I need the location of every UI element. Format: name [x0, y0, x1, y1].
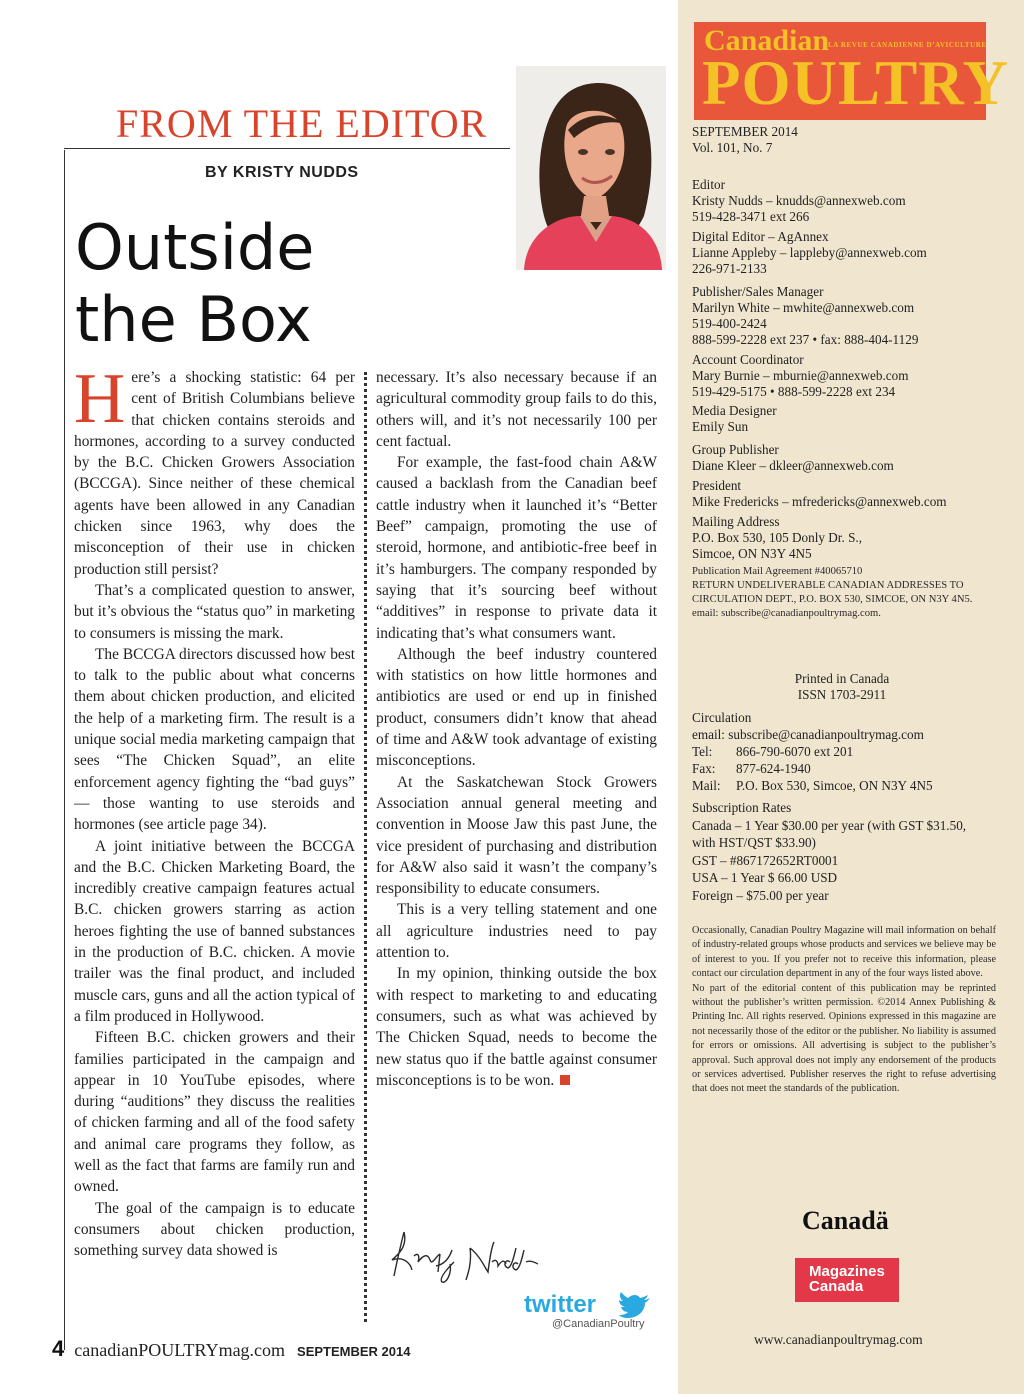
- frame-left-rule: [64, 150, 65, 1350]
- circ-email: email: subscribe@canadianpoultrymag.com: [692, 727, 924, 742]
- pub-mail-agreement: Publication Mail Agreement #40065710: [692, 566, 863, 577]
- role-title: Subscription Rates: [692, 800, 792, 815]
- fine-print-paragraph: No part of the editorial content of this publication may be reprinted without the publisher’s written permission. ©2014 Annex Publishing & Printing Inc. All rights reserved. Opinions expressed in this magazine are not necessarily those of the editor or the publisher. No liability is assumed for errors or omissions. All advertising is subject to the publisher’s approval. Such approval does not imply any endorsement of the products or services advertised. Publisher reserves the right to refuse advertising that does not meet the standards of the publication.: [692, 982, 996, 1095]
- issue-date: SEPTEMBER 2014: [692, 124, 798, 139]
- sub-hst: with HST/QST $33.90): [692, 835, 816, 850]
- section-title: FROM THE EDITOR: [116, 101, 488, 146]
- phone: 888-599-2228 ext 237 • fax: 888-404-1129: [692, 332, 919, 347]
- role-title: Mailing Address: [692, 514, 780, 529]
- fine-print: [692, 924, 996, 1097]
- staff-president: [692, 478, 947, 510]
- paragraph: Although the beef industry countered with statistics on how little hormones and antibiotics are used or end up in finished product, consumers didn’t know that ahead of time and A&W took advantage of existing misconceptions.: [376, 645, 657, 770]
- logo-poultry: POULTRY: [702, 48, 1010, 118]
- headline-line-1: Outside: [75, 211, 315, 284]
- publication-mail-notice: [692, 565, 992, 621]
- title-rule: [64, 148, 510, 149]
- role-title: Media Designer: [692, 403, 777, 418]
- drop-cap: H: [74, 360, 126, 438]
- logo-canadian: Canadian: [704, 24, 830, 57]
- contact: Marilyn White – mwhite@annexweb.com: [692, 300, 915, 315]
- staff-account-coordinator: [692, 352, 909, 400]
- address-line: P.O. Box 530, 105 Donly Dr. S.,: [692, 530, 862, 545]
- paragraph: The goal of the campaign is to educate consumers about chicken production, something survey data showed is: [74, 1199, 355, 1260]
- twitter-handle[interactable]: @CanadianPoultry: [552, 1318, 645, 1330]
- paragraph: Fifteen B.C. chicken growers and their families participated in the campaign and appear in 10 YouTube episodes, where during “auditions” they discuss the realities of chicken farming and all of the food safety and animal care programs they follow, as well as the fact that farms are family run and owned.: [74, 1029, 355, 1196]
- paragraph: necessary. It’s also necessary because if an agricultural commodity group fails to do this, others will, and it’s not necessarily 100 per cent factual.: [376, 369, 657, 450]
- paragraph: This is a very telling statement and one all agriculture industries need to pay attention to.: [376, 901, 657, 962]
- byline: BY KRISTY NUDDS: [205, 164, 359, 181]
- page-number: 4: [52, 1336, 65, 1361]
- print-info: [692, 671, 992, 703]
- phone: 519-400-2424: [692, 316, 767, 331]
- editor-portrait: [516, 66, 666, 270]
- page-footer: [52, 1336, 410, 1362]
- staff-media-designer: [692, 403, 777, 435]
- circ-mail: P.O. Box 530, Simcoe, ON N3Y 4N5: [736, 778, 933, 793]
- paragraph: That’s a complicated question to answer, but it’s obvious the “status quo” in marketing to consumers is missing the mark.: [74, 581, 355, 642]
- fine-print-paragraph: Occasionally, Canadian Poultry Magazine will mail information on behalf of industry-related groups whose products and services we believe may be of interest to you. If you prefer not to receive this information, please contact our circulation department in any of the four ways listed above.: [692, 925, 996, 980]
- role-title: Account Coordinator: [692, 352, 804, 367]
- twitter-wordmark: twitter: [524, 1291, 596, 1318]
- end-mark-icon: [560, 1075, 570, 1085]
- circ-fax: 877-624-1940: [736, 761, 811, 776]
- sub-canada: Canada – 1 Year $30.00 per year (with GST $31.50,: [692, 817, 967, 833]
- canada-wordmark: Canadä: [802, 1206, 889, 1235]
- magazines-canada-line-2: Canada: [809, 1278, 864, 1295]
- role-title: Group Publisher: [692, 442, 779, 457]
- role-title: Digital Editor – AgAnnex: [692, 229, 829, 244]
- phone: 519-428-3471 ext 266: [692, 209, 810, 224]
- contact: Emily Sun: [692, 419, 749, 434]
- footer-date: SEPTEMBER 2014: [297, 1344, 411, 1359]
- article-headline: [75, 212, 314, 356]
- sub-foreign: Foreign – $75.00 per year: [692, 887, 829, 903]
- role-title: Editor: [692, 177, 725, 192]
- twitter-bird-icon: [619, 1292, 650, 1318]
- circ-mail-label: Mail:: [692, 778, 721, 793]
- website-link[interactable]: www.canadianpoultrymag.com: [754, 1332, 923, 1347]
- issue-info: [692, 124, 798, 156]
- phone: 226-971-2133: [692, 261, 767, 276]
- paragraph: The BCCGA directors discussed how best to talk to the public about what concerns them about chicken production, and elicited the help of a marketing firm. The result is a unique social media marketing campaign that sees “The Chicken Squad”, an elite enforcement agency fighting the “bad guys” — those wanting to use steroids and hormones (see article page 34).: [74, 645, 355, 834]
- contact: Diane Kleer – dkleer@annexweb.com: [692, 458, 894, 473]
- contact: Mike Fredericks – mfredericks@annexweb.com: [692, 494, 947, 509]
- staff-group-publisher: [692, 442, 894, 474]
- paragraph: In my opinion, thinking outside the box with respect to marketing to and educating consumers, such as what was achieved by The Chicken Squad, needs to become the new status quo if the battle against consumer misconceptions is to be won.: [376, 965, 657, 1089]
- staff-editor: [692, 177, 906, 225]
- twitter-logo[interactable]: [524, 1288, 656, 1320]
- article-column-2: [376, 367, 657, 1091]
- issn: ISSN 1703-2911: [797, 687, 887, 702]
- paragraph: Here’s a shocking statistic: 64 per cent of British Columbians believe that chicken contains steroids and hormones, according to a survey conducted by the B.C. Chicken Growers Association (BCCGA). Since neither of these chemical agents have been allowed in any Canadian chicken since 1963, why does the misconception of their use in chicken production still persist?: [74, 360, 355, 578]
- circ-fax-label: Fax:: [692, 761, 716, 776]
- logo-tagline: LA REVUE CANADIENNE D’AVICULTURE: [828, 41, 987, 49]
- sub-usa: USA – 1 Year $ 66.00 USD: [692, 870, 838, 885]
- printed-in: Printed in Canada: [794, 671, 890, 686]
- return-notice: RETURN UNDELIVERABLE CANADIAN ADDRESSES TO CIRCULATION DEPT., P.O. BOX 530, SIMCOE, ON N3Y 4N5.: [692, 580, 973, 605]
- editor-signature: [388, 1226, 548, 1288]
- magazines-canada-line-1: Magazines: [809, 1263, 885, 1280]
- paragraph: At the Saskatchewan Stock Growers Association annual general meeting and convention in Moose Jaw this past June, the vice president of purchasing and distribution for A&W also said it wasn’t the company’s responsibility to educate consumers.: [376, 773, 657, 898]
- paragraph: A joint initiative between the BCCGA and the B.C. Chicken Marketing Board, the incredibly creative campaign features actual B.C. chicken growers starring as action heroes fighting the use of banned substances in the production of B.C. chicken. A movie trailer was the final product, and included muscle cars, guns and all the action typical of a film produced in Hollywood.: [74, 837, 355, 1025]
- staff-publisher: [692, 284, 918, 348]
- article-column-1: [74, 360, 355, 1261]
- magazines-canada-logo: [795, 1258, 899, 1302]
- return-email: email: subscribe@canadianpoultrymag.com.: [692, 608, 881, 619]
- paragraph: For example, the fast-food chain A&W caused a backlash from the Canadian beef cattle industry when it launched it’s “Better Beef” campaign, promoting the use of steroid, hormone, and antibiotic-free beef in it’s hamburgers. The company responded by saying that it’s sourcing beef without “additives” in response to private data it indicating that’s what consumers want.: [376, 454, 657, 642]
- phone: 519-429-5175 • 888-599-2228 ext 234: [692, 384, 896, 399]
- role-title: President: [692, 478, 742, 493]
- magazine-logo: [694, 22, 1010, 120]
- editor-portrait-illustration: [516, 66, 666, 270]
- contact: Lianne Appleby – lappleby@annexweb.com: [692, 245, 927, 260]
- headline-line-2: the Box: [75, 283, 312, 356]
- contact: Mary Burnie – mburnie@annexweb.com: [692, 368, 909, 383]
- role-title: Publisher/Sales Manager: [692, 284, 824, 299]
- footer-site: canadianPOULTRYmag.com: [74, 1340, 286, 1360]
- role-title: Circulation: [692, 710, 752, 725]
- subscription-rates: [692, 799, 966, 904]
- circ-tel: 866-790-6070 ext 201: [736, 744, 854, 759]
- address-line: Simcoe, ON N3Y 4N5: [692, 546, 812, 561]
- circulation-info: [692, 709, 933, 794]
- staff-digital-editor: [692, 229, 927, 277]
- mailing-address: [692, 514, 862, 562]
- contact: Kristy Nudds – knudds@annexweb.com: [692, 193, 906, 208]
- issue-volume: Vol. 101, No. 7: [692, 140, 773, 155]
- sub-gst: GST – #867172652RT0001: [692, 852, 839, 868]
- column-divider: [364, 372, 367, 1322]
- circ-tel-label: Tel:: [692, 744, 713, 759]
